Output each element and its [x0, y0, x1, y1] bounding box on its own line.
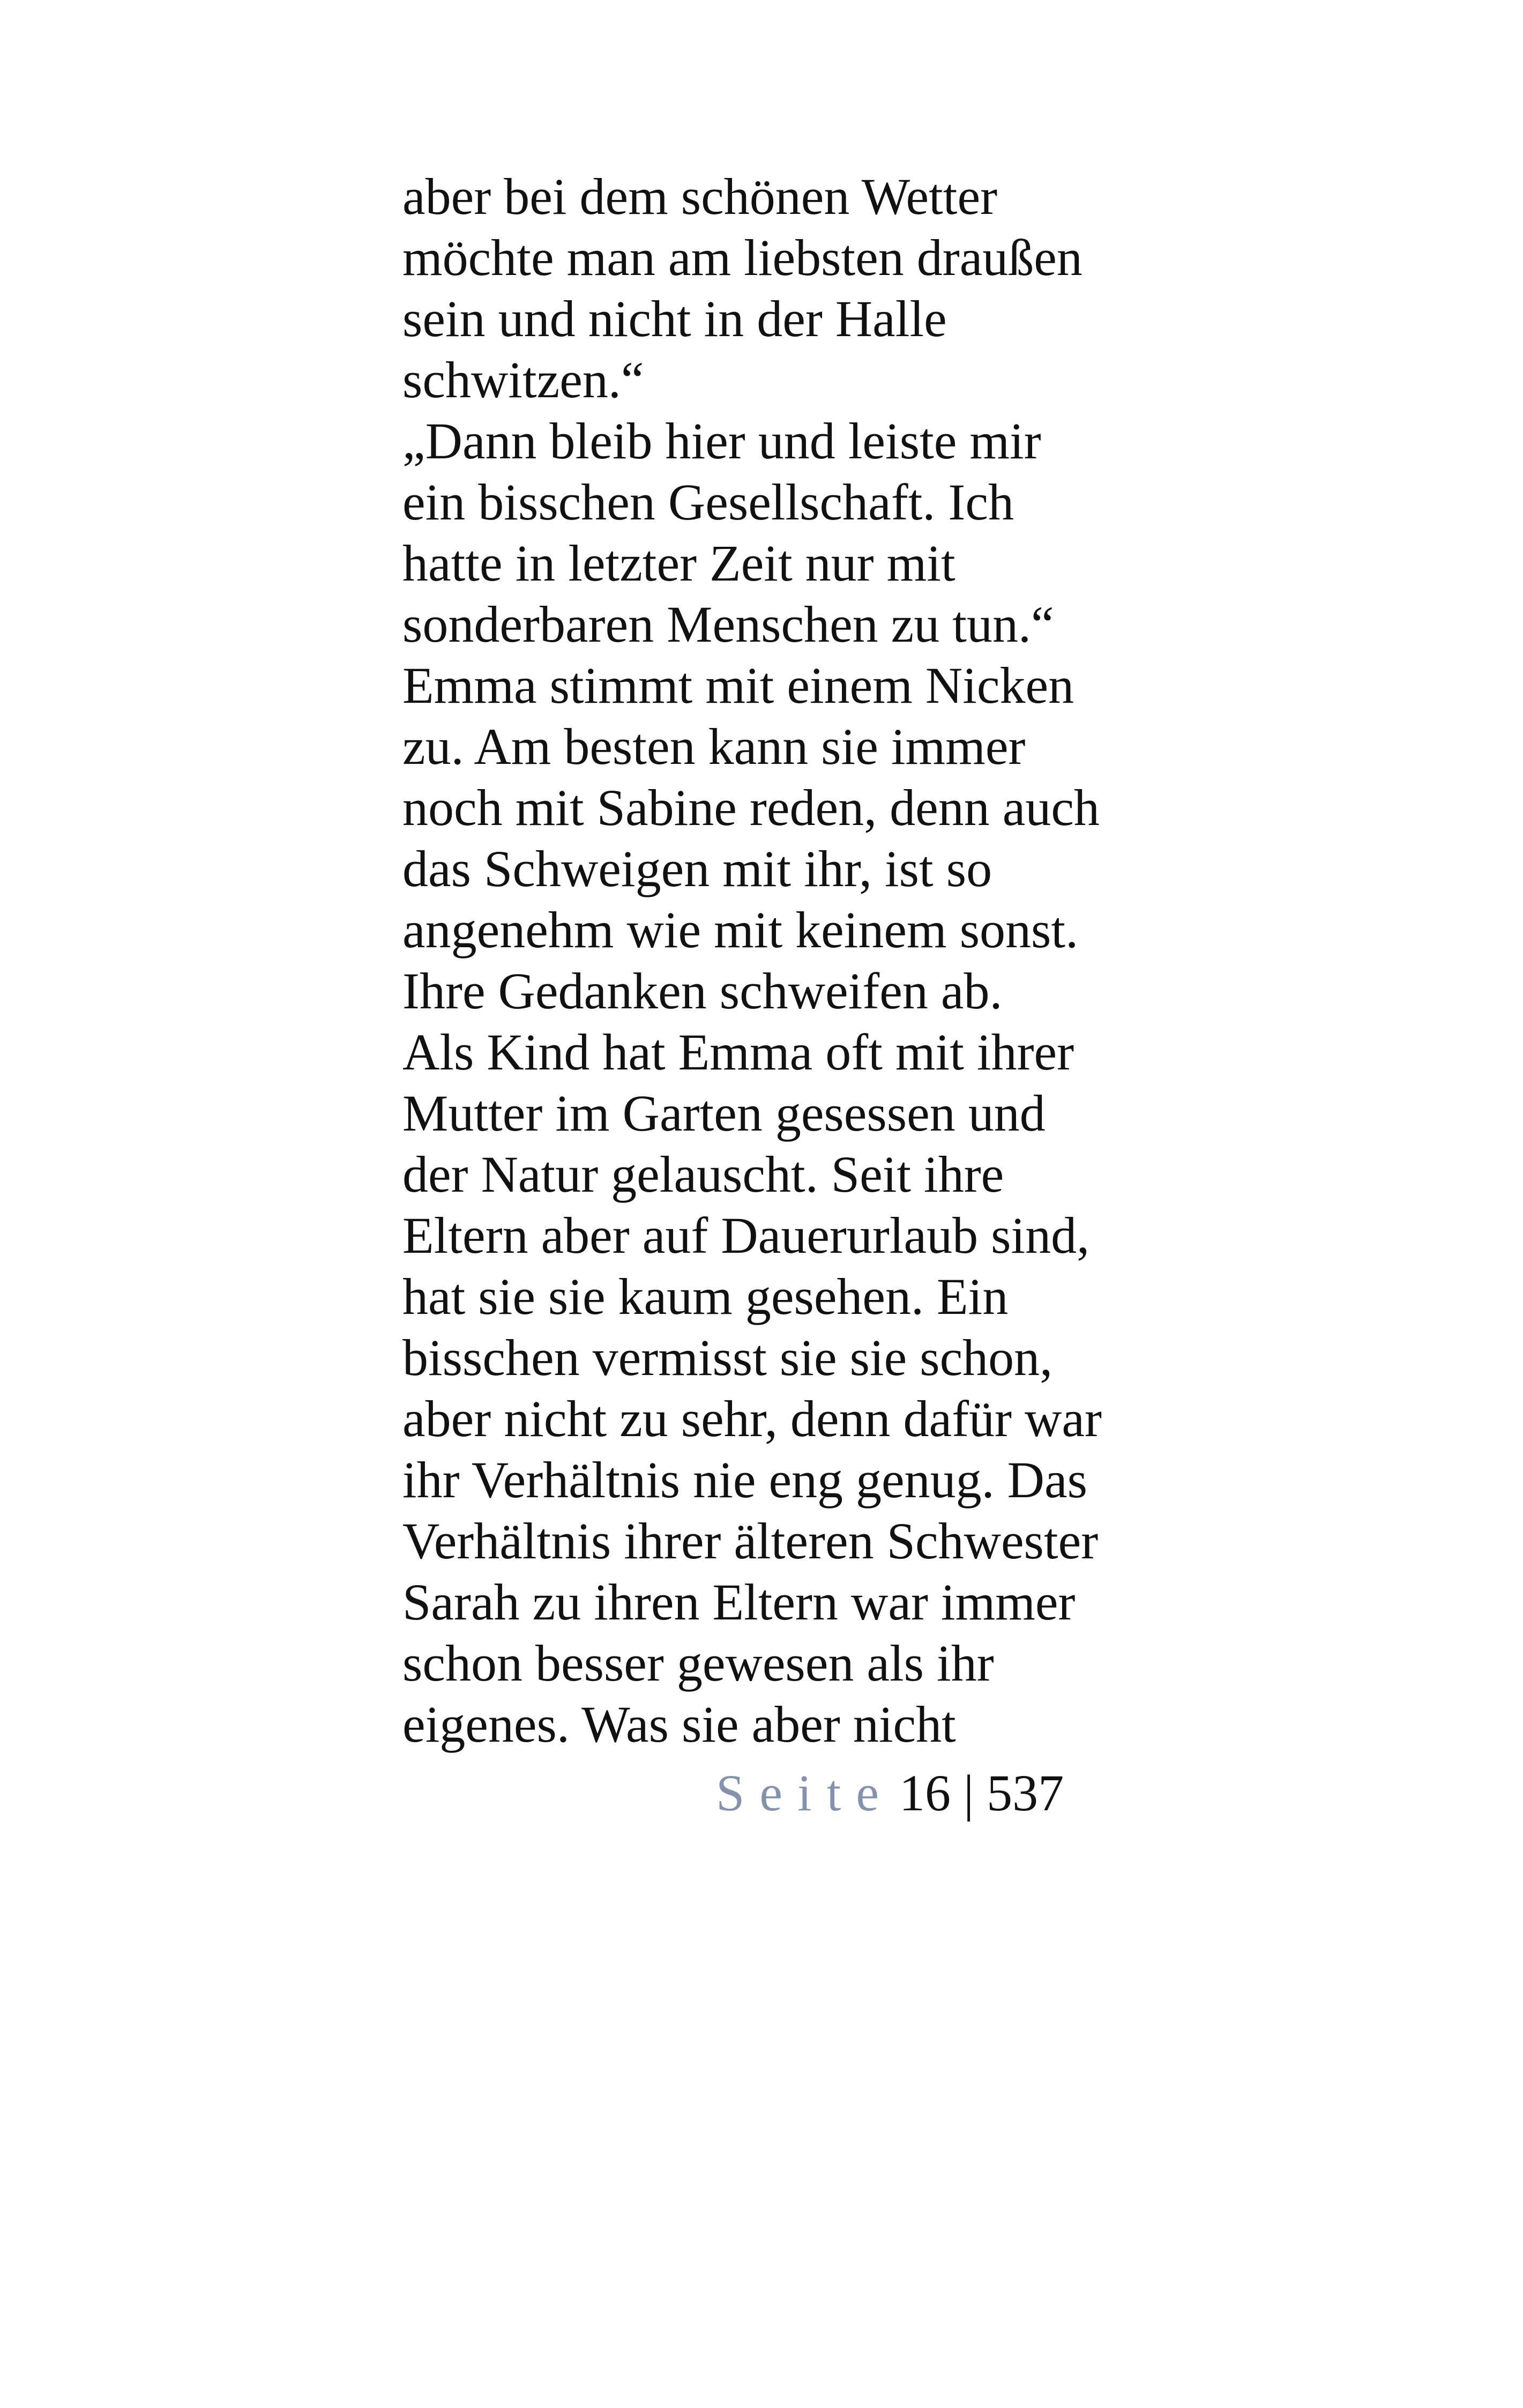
- text-line: Als Kind hat Emma oft mit ihrer: [402, 1023, 1074, 1081]
- text-line: ein bisschen Gesellschaft. Ich: [402, 473, 1014, 531]
- page-number: 16 | 537: [899, 1764, 1064, 1822]
- text-line: hat sie sie kaum gesehen. Ein: [402, 1268, 1009, 1325]
- text-line: Eltern aber auf Dauerurlaub sind,: [402, 1207, 1090, 1264]
- text-line: eigenes. Was sie aber nicht: [402, 1696, 956, 1753]
- text-line: aber bei dem schönen Wetter: [402, 168, 998, 225]
- text-line: Mutter im Garten gesessen und: [402, 1084, 1046, 1142]
- text-line: schwitzen.“: [402, 351, 644, 408]
- text-line: schon besser gewesen als ihr: [402, 1634, 994, 1692]
- body-text: [402, 166, 1174, 1755]
- text-line: ihr Verhältnis nie eng genug. Das: [402, 1451, 1087, 1508]
- text-line: angenehm wie mit keinem sonst.: [402, 901, 1079, 958]
- text-line: noch mit Sabine reden, denn auch: [402, 779, 1100, 836]
- text-line: hatte in letzter Zeit nur mit: [402, 534, 955, 592]
- text-line: sein und nicht in der Halle: [402, 290, 947, 347]
- text-line: das Schweigen mit ihr, ist so: [402, 840, 992, 897]
- text-line: Verhältnis ihrer älteren Schwester: [402, 1512, 1099, 1570]
- text-line: zu. Am besten kann sie immer: [402, 718, 1026, 775]
- text-line: sonderbaren Menschen zu tun.“: [402, 596, 1054, 653]
- text-line: Sarah zu ihren Eltern war immer: [402, 1573, 1076, 1631]
- text-line: bisschen vermisst sie sie schon,: [402, 1329, 1053, 1386]
- text-line: „Dann bleib hier und leiste mir: [402, 412, 1041, 470]
- text-line: Ihre Gedanken schweifen ab.: [402, 962, 1003, 1020]
- page-label: Seite: [716, 1764, 894, 1822]
- text-line: möchte man am liebsten draußen: [402, 229, 1082, 286]
- text-line: Emma stimmt mit einem Nicken: [402, 657, 1074, 714]
- text-line: der Natur gelauscht. Seit ihre: [402, 1146, 1004, 1203]
- page-footer: [716, 1763, 1091, 1824]
- text-line: aber nicht zu sehr, denn dafür war: [402, 1390, 1102, 1447]
